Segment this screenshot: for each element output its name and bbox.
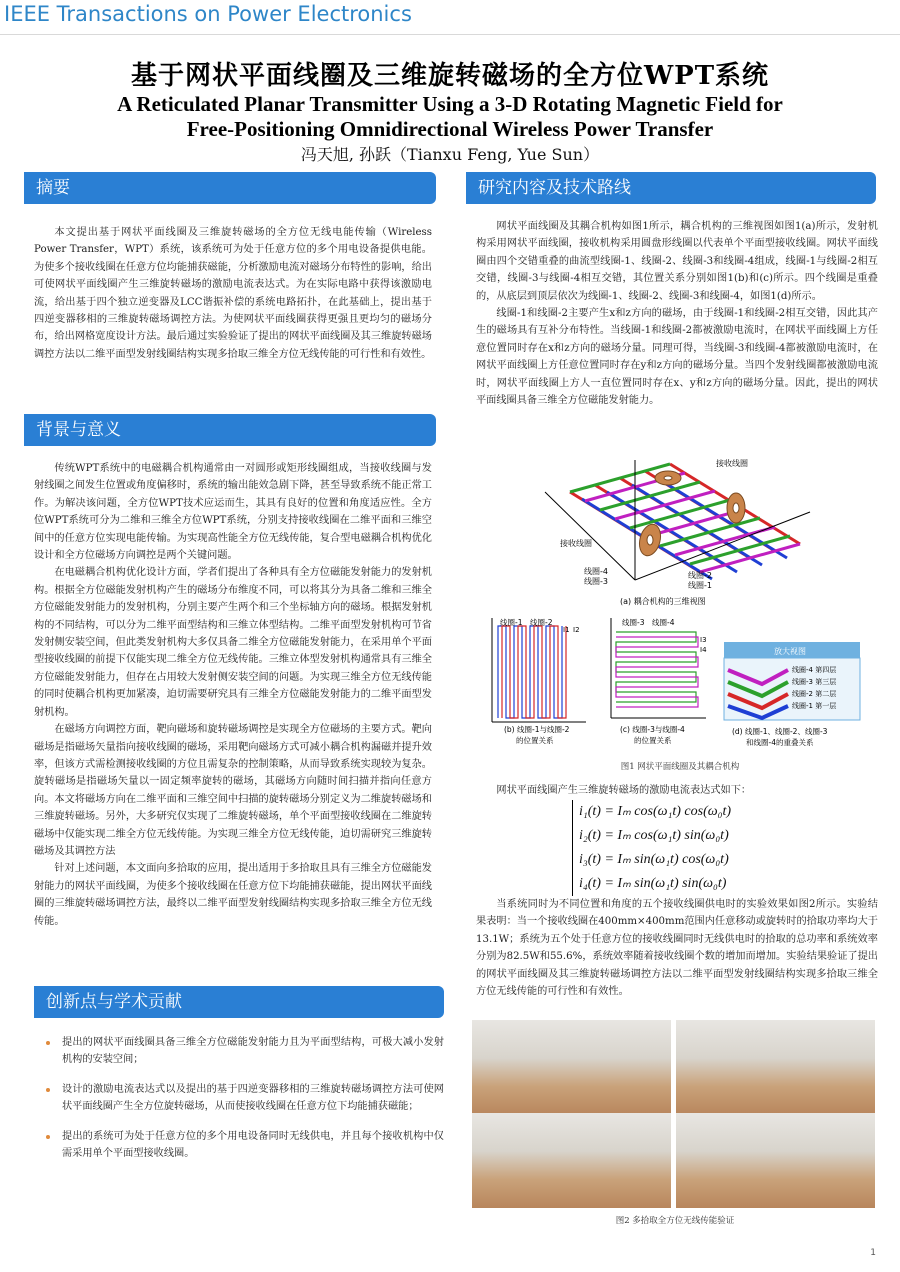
label-receiver-top: 接收线圈 [716, 459, 748, 468]
label-b-coil1: 线圈-1 [500, 618, 523, 627]
section-header-abstract: 摘要 [24, 172, 436, 204]
equation-i1: i₁(t) = Iₘ cos(ω₁t) cos(ω₀t) [579, 804, 732, 819]
title-chinese: 基于网状平面线圈及三维旋转磁场的全方位WPT系统 [130, 61, 770, 91]
label-b-i1: I1 [563, 626, 570, 634]
figure1-caption: 图1 网状平面线圈及其耦合机构 [620, 762, 740, 772]
title-english-line2: Free-Positioning Omnidirectional Wireless Power Transfer [186, 117, 714, 141]
layer-label-3: 线圈-3 第三层 [792, 678, 837, 686]
caption-1d-line1: (d) 线圈-1、线圈-2、线圈-3 [732, 727, 828, 736]
equation-intro: 网状平面线圈产生三维旋转磁场的激励电流表达式如下： [496, 785, 752, 796]
zoom-title: 放大视图 [774, 647, 806, 656]
background-paragraph-4: 针对上述问题，本文面向多拾取的应用，提出适用于多拾取且具有三维全方位磁能发射能力的网状平面线圈，为使多个接收线圈在任意方位下均能捕获磁能，提出网状平面线圈的三维旋转磁场调控方法，最终以二维平面型发射线圈结构实现多拾取三维全方位无线传能。 [34, 863, 432, 927]
figure1a-3d-coupling-view [540, 452, 820, 612]
label-c-coil4: 线圈-4 [652, 618, 675, 627]
abstract-body [34, 224, 432, 363]
layer-label-1: 线圈-1 第一层 [792, 702, 837, 710]
header-divider [0, 34, 900, 35]
list-item [34, 1128, 444, 1163]
section-header-background: 背景与意义 [24, 414, 436, 446]
bullet-dot-icon [46, 1135, 50, 1139]
experiment-photo-3 [472, 1113, 671, 1208]
list-item-text: 提出的网状平面线圈具备三维全方位磁能发射能力且为平面型结构，可极大减小发射机构的安装空间； [62, 1037, 444, 1066]
background-paragraph-1: 传统WPT系统中的电磁耦合机构通常由一对圆形或矩形线圈组成，当接收线圈与发射线圈之间发生位置或角度偏移时，系统的输出能效急剧下降，甚至导致系统不能正常工作。为解决该问题，全方位WPT技术应运而生，其具有良好的位置和角度适应性。全方位WPT系统可分为二维和三维全方位WPT系统，分别支持接收线圈在二维平面和三维空间中的任意方位实现电能传输。为实现高性能全方位无线传能，复合型电磁耦合机构优化设计和全方位磁场方向调控是两个关键问题。 [34, 463, 432, 562]
label-b-coil2: 线圈-2 [530, 618, 553, 627]
label-coil4: 线圈-4 [584, 567, 608, 576]
list-item [34, 1034, 444, 1069]
label-c-i3: I3 [700, 636, 707, 644]
label-coil2: 线圈-2 [688, 571, 712, 580]
abstract-paragraph: 本文提出基于网状平面线圈及三维旋转磁场的全方位无线电能传输（Wireless Power Transfer，WPT）系统，该系统可为处于任意方位的多个用电设备提供电能。为使多个接收线圈在任意方位均能捕获磁能，分析激励电流对磁场分布特性的影响，给出可使网状平面线圈产生三维旋转磁场的激励电流表达式。为在实际电路中获得该激励电流，给出基于四个独立逆变器及LCC谐振补偿的系统电路拓扑，在此基础上，提出基于四逆变器移相的三维旋转磁场调控方法。为使网状平面线圈获得更强且更均匀的磁场分布，给出网格宽度设计方法。最后通过实验验证了提出的网状平面线圈及其三维旋转磁场调控方法以二维平面型发射线圈结构实现多拾取三维全方位无线传能的可行性和有效性。 [34, 227, 432, 360]
title-english-line1: A Reticulated Planar Transmitter Using a 3-D Rotating Magnetic Field for [117, 92, 783, 116]
list-item [34, 1081, 444, 1116]
label-coil1: 线圈-1 [688, 581, 712, 590]
experiment-photo-4 [676, 1113, 875, 1208]
authors: 冯天旭, 孙跃（Tianxu Feng, Yue Sun） [300, 145, 600, 164]
results-body [476, 896, 878, 1000]
caption-1c-line2: 的位置关系 [634, 736, 672, 745]
caption-1b-line2: 的位置关系 [516, 736, 554, 745]
page-number: 1 [870, 1248, 876, 1258]
bullet-dot-icon [46, 1041, 50, 1045]
caption-1a: (a) 耦合机构的三维视图 [620, 597, 706, 606]
background-paragraph-3: 在磁场方向调控方面，靶向磁场和旋转磁场调控是实现全方位磁场的主要方式。靶向磁场是指磁场矢量指向接收线圈的磁场，采用靶向磁场方式可减小耦合机构漏磁并提升效率，但该方式需检测接收线圈的方位且需复杂的控制策略，从而导致系统实现较为复杂。旋转磁场是指磁场矢量以一固定频率旋转的磁场，其磁场方向随时间扫描并指向任意方向。本文将磁场方向在二维平面和三维空间中扫描的旋转磁场分别定义为二维旋转磁场和三维旋转磁场。另外，大多研究仅实现了二维旋转磁场，单个平面型接收线圈在二维旋转磁场中仅能实现二维全方位无线传能。为实现三维全方位无线传能，迫切需研究三维旋转磁场及其调控方法 [34, 724, 432, 857]
research-paragraph-2: 线圈-1和线圈-2主要产生x和z方向的磁场，由于线圈-1和线圈-2相互交错，因此其产生的磁场具有互补分布特性。当线圈-1和线圈-2都被激励电流时，在网状平面线圈上方任意位置同时存在x和z方向的磁场分量。同理可得，当线圈-3和线圈-4都被激励电流时，在网状平面线圈上方任意位置同时存在y和z方向的磁场分量。当四个发射线圈都被激励电流时，网状平面线圈上方人一直位置同时存在x、y和z方向的磁场分量。因此，提出的网状平面线圈具备三维全方位磁能发射能力。 [476, 308, 878, 407]
background-body [34, 460, 432, 930]
innovation-list [34, 1034, 444, 1174]
figure1c-coil3-coil4 [606, 614, 718, 748]
caption-1c-line1: (c) 线圈-3与线圈-4 [620, 725, 685, 734]
title-block [0, 60, 900, 166]
figure1b-coil1-coil2 [486, 614, 596, 748]
figure1d-overlap-zoom [722, 640, 864, 748]
research-paragraph-1: 网状平面线圈及其耦合机构如图1所示，耦合机构的三维视图如图1(a)所示，发射机构采用网状平面线圈，接收机构采用圆盘形线圈以代表单个平面型接收线圈。网状平面线圈由四个交错重叠的曲流型线圈-1、线圈-2、线圈-3和线圈-4组成，线圈-1与线圈-2相互交错，线圈-3与线圈-4相互交错，其位置关系分别如图1(b)和(c)所示。四个线圈是重叠的，从底层到顶层依次为线圈-1、线圈-2、线圈-3和线圈-4，如图1(d)所示。 [476, 221, 878, 302]
caption-1d-line2: 和线圈-4的重叠关系 [746, 738, 814, 747]
layer-label-4: 线圈-4 第四层 [792, 666, 837, 674]
equation-intro-block [476, 782, 878, 799]
label-coil3: 线圈-3 [584, 577, 608, 586]
section-header-innovation: 创新点与学术贡献 [34, 986, 444, 1018]
layer-label-2: 线圈-2 第二层 [792, 690, 837, 698]
caption-1b-line1: (b) 线圈-1与线圈-2 [504, 725, 570, 734]
label-receiver-left: 接收线圈 [560, 539, 592, 548]
list-item-text: 提出的系统可为处于任意方位的多个用电设备同时无线供电，并且每个接收机构中仅需采用单个平面型接收线圈。 [62, 1130, 444, 1160]
equation-block [572, 800, 731, 896]
equation-i2: i₂(t) = Iₘ cos(ω₁t) sin(ω₀t) [579, 828, 729, 843]
list-item-text: 设计的激励电流表达式以及提出的基于四逆变器移相的三维旋转磁场调控方法可使网状平面线圈产生全方位旋转磁场，从而使接收线圈在任意方位下均能捕获磁能； [62, 1083, 444, 1113]
equation-i4: i₄(t) = Iₘ sin(ω₁t) sin(ω₀t) [579, 876, 727, 891]
equation-i3: i₃(t) = Iₘ sin(ω₁t) cos(ω₀t) [579, 852, 729, 867]
label-b-i2: I2 [573, 626, 580, 634]
research-body [476, 218, 878, 409]
figure2-caption: 图2 多拾取全方位无线传能验证 [615, 1216, 735, 1226]
section-header-research: 研究内容及技术路线 [466, 172, 876, 204]
label-c-i4: I4 [700, 646, 707, 654]
experiment-photo-1 [472, 1020, 671, 1115]
journal-name: IEEE Transactions on Power Electronics [4, 2, 412, 26]
background-paragraph-2: 在电磁耦合机构优化设计方面，学者们提出了各种具有全方位磁能发射能力的发射机构。根据全方位磁能发射机构产生的磁场分布维度不同，可以将其分为具备二维和三维全方位磁能发射能力的发射机构，分别主要产生两个和三个坐标轴方向的磁场。根据发射机构的不同结构，可以分为二维平面型结构和三维立体型结构。二维平面型发射机构可节省发射侧安装空间，但此类发射机构大多仅具备二维全方位磁能发射能力，在采用单个平面型接收线圈的前提下仅能实现二维全方位无线传能。三维立体型发射机构通常具有三维全方位磁能发射能力，但存在占用较大发射侧安装空间的问题。为实现三维全方位无线传能的同时使耦合机构更加紧凑，迫切需要研究具有三维全方位磁能发射能力的二维平面型发射机构。 [34, 567, 432, 718]
experiment-photo-2 [676, 1020, 875, 1115]
label-c-coil3: 线圈-3 [622, 618, 645, 627]
bullet-dot-icon [46, 1088, 50, 1092]
results-paragraph: 当系统同时为不同位置和角度的五个接收线圈供电时的实验效果如图2所示。实验结果表明：当一个接收线圈在400mm×400mm范围内任意移动或旋转时的拾取功率均大于13.1W；系统为五个处于任意方位的接收线圈同时无线供电时的拾取的总功率和系统效率分别为82.5W和55.6%，系统效率随着接收线圈个数的增加而增加。实验结果验证了提出的网状平面线圈及其三维旋转磁场调控方法以二维平面型发射线圈结构实现多拾取三维全方位无线传能的可行性和有效性。 [476, 899, 878, 998]
